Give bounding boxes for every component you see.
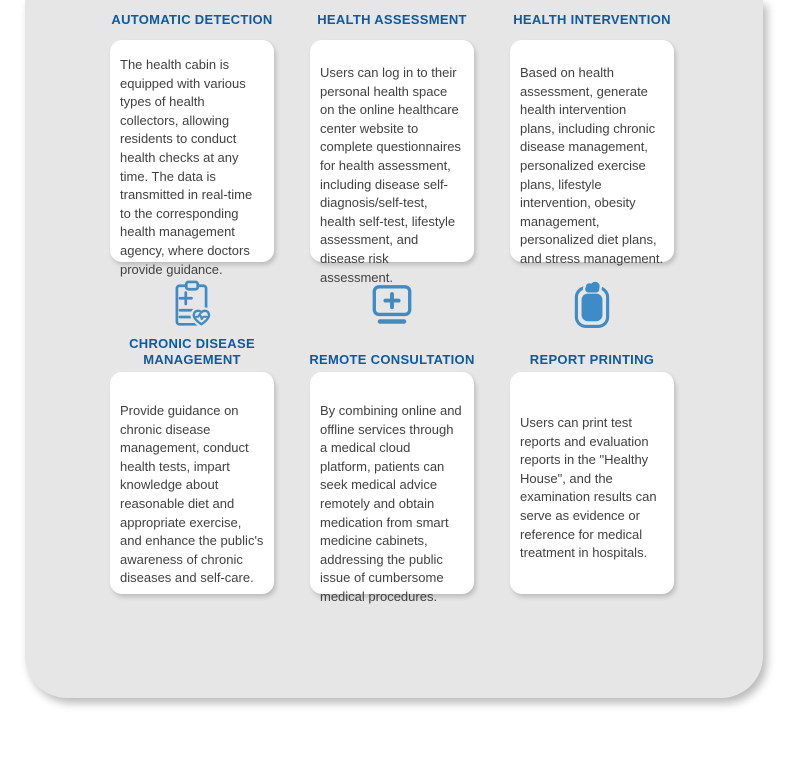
card-automatic-detection [110, 40, 274, 277]
heading-remote-consultation: REMOTE CONSULTATION [309, 351, 475, 367]
icon-cell-chronic-disease [110, 262, 274, 332]
card-text: Users can print test reports and evaluation reports in the "Healthy House", and the examination results can serve as evidence or reference for medical treatment in hospitals. [520, 415, 657, 561]
card-health-assessment [310, 40, 474, 285]
card-text: Based on health assessment, generate health intervention plans, including chronic disease management, personalized exercise plans, lifestyle intervention, obesity management, personalized diet plans, and stress management. [520, 65, 664, 266]
card-text: By combining online and offline services through a medical cloud platform, patients can seek medical advice remotely and obtain medication from smart medicine cabinets, addressing the public issue of cumbersome medical procedures. [320, 403, 462, 604]
clipboard-report-icon [567, 279, 617, 329]
icon-cell-report-printing [510, 262, 674, 332]
feature-grid [110, 10, 674, 604]
clipboard-heart-pulse-icon [167, 279, 217, 329]
card-chronic-disease-management [110, 372, 274, 594]
icon-cell-remote-consultation [310, 262, 474, 332]
heading-health-assessment: HEALTH ASSESSMENT [317, 12, 467, 27]
feature-panel [25, 0, 763, 698]
card-text: Provide guidance on chronic disease management, conduct health tests, impart knowledge about reasonable diet and appropriate exercise, and enhance the public's awareness of chronic diseases and self-care. [120, 403, 264, 586]
heading-health-intervention: HEALTH INTERVENTION [513, 12, 671, 27]
card-remote-consultation [310, 372, 474, 604]
heading-chronic-disease-management: CHRONIC DISEASE MANAGEMENT [129, 336, 255, 367]
card-report-printing [510, 372, 674, 594]
monitor-medical-plus-icon [367, 279, 417, 329]
heading-automatic-detection: AUTOMATIC DETECTION [111, 12, 273, 27]
card-health-intervention [510, 40, 674, 266]
heading-report-printing: REPORT PRINTING [529, 351, 655, 367]
card-text: Users can log in to their personal health space on the online healthcare center website to complete questionnaires for health assessment, including disease self-diagnosis/self-test, health self-test, lifestyle assessment, and disease risk assessment. [320, 65, 461, 285]
card-text: The health cabin is equipped with various types of health collectors, allowing residents to conduct health checks at any time. The data is transmitted in real-time to the corresponding health management agency, where doctors provide guidance. [120, 57, 253, 277]
